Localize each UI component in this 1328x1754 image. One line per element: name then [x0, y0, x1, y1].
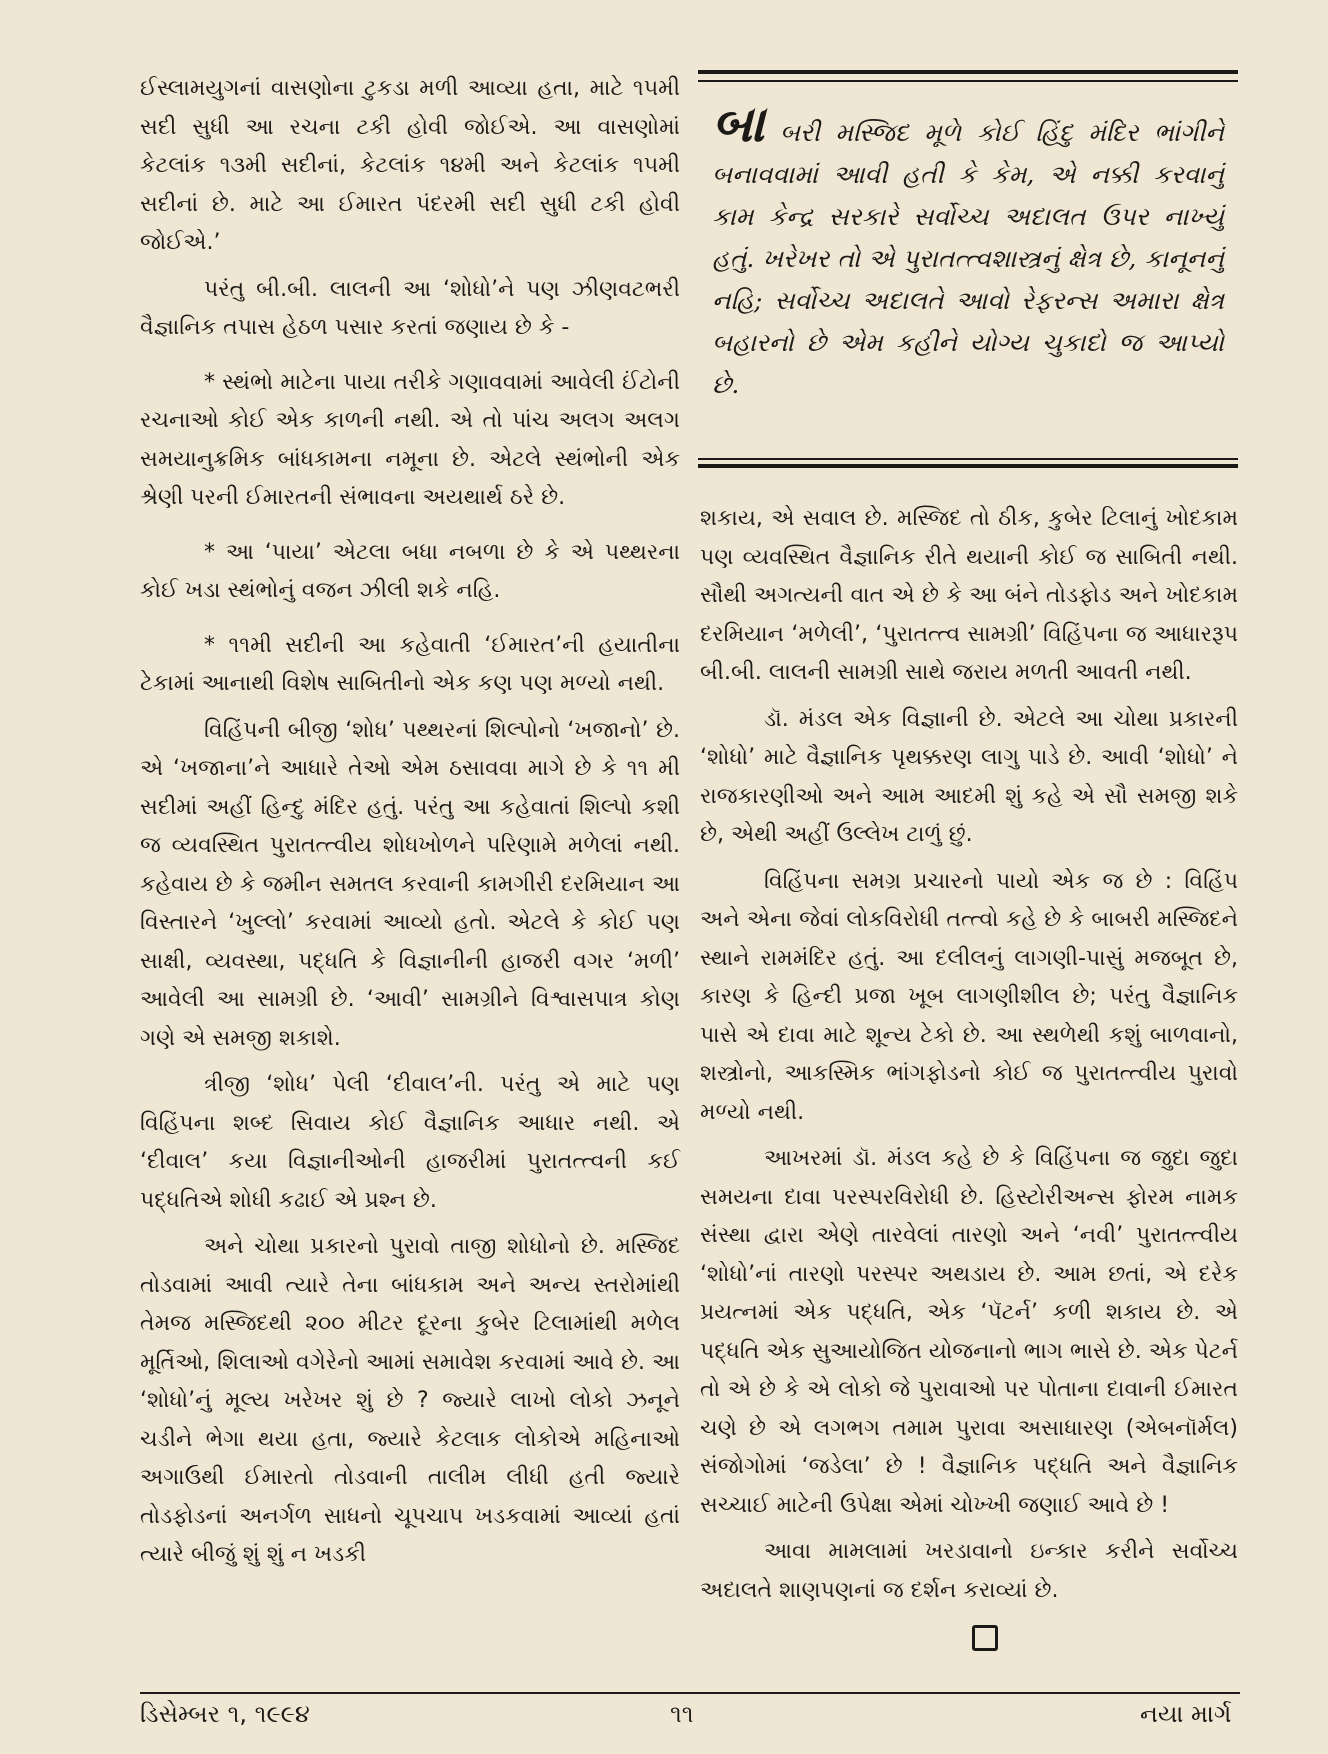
pull-quote-text: બરી મસ્જિદ મૂળે કોઈ હિંદુ મંદિર ભાંગીને બનાવવામાં આવી હતી કે કેમ, એ નક્કી કરવાનું કામ કેન્દ્ર સરકારે સર્વોચ્ચ અદાલત ઉપર નાખ્યું હતું. ખરેખર તો એ પુરાતત્ત્વશાસ્ત્રનું ક્ષેત્ર છે, કાનૂનનું નહિ; સર્વોચ્ચ અદાલતે આવો રેફરન્સ અમારા ક્ષેત્ર બહારનો છે એમ કહીને યોગ્ય ચુકાદો જ આપ્યો છે.: [712, 118, 1224, 399]
bullet-paragraph: * આ ‘પાયા’ એટલા બધા નબળા છે કે એ પથ્થરના કોઈ ખડા સ્થંભોનું વજન ઝીલી શકે નહિ.: [140, 539, 680, 603]
paragraph: ડૉ. મંડલ એક વિજ્ઞાની છે. એટલે આ ચોથા પ્રકારની ‘શોધો’ માટે વૈજ્ઞાનિક પૃથક્કરણ લાગુ પાડે છે. આવી ‘શોધો’ ને રાજકારણીઓ અને આમ આદમી શું કહે એ સૌ સમજી શકે છે, એથી અહીં ઉલ્લેખ ટાળું છું.: [700, 706, 1238, 847]
pull-quote-dropcap: બા: [712, 94, 765, 153]
bullet-paragraph: * સ્થંભો માટેના પાયા તરીકે ગણાવવામાં આવેલી ઈંટોની રચનાઓ કોઈ એક કાળની નથી. એ તો પાંચ અલગ અલગ સમયાનુક્રમિક બાંધકામના નમૂના છે. એટલે સ્થંભોની એક શ્રેણી પરની ઈમારતની સંભાવના અયથાર્થ ઠરે છે.: [140, 369, 680, 510]
paragraph: ત્રીજી ‘શોધ’ પેલી ‘દીવાલ’ની. પરંતુ એ માટે પણ વિહિંપના શબ્દ સિવાય કોઈ વૈજ્ઞાનિક આધાર નથી. એ ‘દીવાલ’ કયા વિજ્ઞાનીઓની હાજરીમાં પુરાતત્ત્વની કઈ પદ્ધતિએ શોધી કઢાઈ એ પ્રશ્ન છે.: [140, 1072, 680, 1213]
magazine-name: નયા માર્ગ: [1140, 1700, 1232, 1728]
paragraph: શકાય, એ સવાલ છે. મસ્જિદ તો ઠીક, કુબેર ટિલાનું ખોદકામ પણ વ્યવસ્થિત વૈજ્ઞાનિક રીતે થયાની કોઈ જ સાબિતી નથી. સૌથી અગત્યની વાત એ છે કે આ બંને તોડફોડ અને ખોદકામ દરમિયાન ‘મળેલી’, ‘પુરાતત્ત્વ સામગ્રી’ વિહિંપના જ આધારરૂપ બી.બી. લાલની સામગ્રી સાથે જરાય મળતી આવતી નથી.: [700, 506, 1238, 685]
right-column: [700, 500, 1238, 1610]
paragraph: અને ચોથા પ્રકારનો પુરાવો તાજી શોધોનો છે. મસ્જિદ તોડવામાં આવી ત્યારે તેના બાંધકામ અને અન્ય સ્તરોમાંથી તેમજ મસ્જિદથી ૨૦૦ મીટર દૂરના કુબેર ટિલામાંથી મળેલ મૂર્તિઓ, શિલાઓ વગેરેનો આમાં સમાવેશ કરવામાં આવે છે. આ ‘શોધો’નું મૂલ્ય ખરેખર શું છે ? જ્યારે લાખો લોકો ઝનૂને ચડીને ભેગા થયા હતા, જ્યારે કેટલાક લોકોએ મહિનાઓ અગાઉથી ઈમારતો તોડવાની તાલીમ લીધી હતી જ્યારે તોડફોડનાં અનર્ગળ સાધનો ચૂપચાપ ખડકવામાં આવ્યાં હતાં ત્યારે બીજું શું શું ન ખડકી: [140, 1234, 680, 1567]
left-column: [140, 70, 680, 1575]
pull-quote: [712, 94, 1224, 406]
bullet-paragraph: * ૧૧મી સદીની આ કહેવાતી ‘ઈમારત’ની હયાતીના ટેકામાં આનાથી વિશેષ સાબિતીનો એક કણ પણ મળ્યો નથી.: [140, 632, 680, 696]
paragraph: વિહિંપના સમગ્ર પ્રચારનો પાયો એક જ છે : વિહિંપ અને એના જેવાં લોકવિરોધી તત્ત્વો કહે છે કે બાબરી મસ્જિદને સ્થાને રામમંદિર હતું. આ દલીલનું લાગણી-પાસું મજબૂત છે, કારણ કે હિન્દી પ્રજા ખૂબ લાગણીશીલ છે; પરંતુ વૈજ્ઞાનિક પાસે એ દાવા માટે શૂન્ય ટેકો છે. આ સ્થળેથી કશું બાળવાનો, શસ્ત્રોનો, આકસ્મિક ભાંગફોડનો કોઈ જ પુરાતત્ત્વીય પુરાવો મળ્યો નથી.: [700, 868, 1238, 1125]
page-number: ૧૧: [670, 1700, 694, 1728]
pull-quote-top-rule: [698, 70, 1238, 74]
footer-rule: [140, 1692, 1240, 1694]
pull-quote-top-rule-thin: [698, 80, 1238, 82]
footer-date: ડિસેમ્બર ૧, ૧૯૯૪: [140, 1700, 310, 1728]
pull-quote-bottom-rule-thin: [698, 458, 1238, 460]
paragraph: આવા મામલામાં ખરડાવાનો ઇન્કાર કરીને સર્વોચ્ચ અદાલતે શાણપણનાં જ દર્શન કરાવ્યાં છે.: [700, 1539, 1238, 1603]
paragraph: ઈસ્લામયુગનાં વાસણોના ટુકડા મળી આવ્યા હતા, માટે ૧૫મી સદી સુધી આ રચના ટકી હોવી જોઈએ. આ વાસણોમાં કેટલાંક ૧૩મી સદીનાં, કેટલાંક ૧૪મી અને કેટલાંક ૧૫મી સદીનાં છે. માટે આ ઈમારત પંદરમી સદી સુધી ટકી હોવી જોઈએ.’: [140, 76, 680, 255]
paragraph: વિહિંપની બીજી ‘શોધ’ પથ્થરનાં શિલ્પોનો ‘ખજાનો’ છે. એ ‘ખજાના’ને આધારે તેઓ એમ ઠસાવવા માગે છે કે ૧૧ મી સદીમાં અહીં હિન્દુ મંદિર હતું. પરંતુ આ કહેવાતાં શિલ્પો કશી જ વ્યવસ્થિત પુરાતત્ત્વીય શોધખોળને પરિણામે મળેલાં નથી. કહેવાય છે કે જમીન સમતલ કરવાની કામગીરી દરમિયાન આ વિસ્તારને ‘ખુલ્લો’ કરવામાં આવ્યો હતો. એટલે કે કોઈ પણ સાક્ષી, વ્યવસ્થા, પદ્ધતિ કે વિજ્ઞાનીની હાજરી વગર ‘મળી’ આવેલી આ સામગ્રી છે. ‘આવી’ સામગ્રીને વિશ્વાસપાત્ર કોણ ગણે એ સમજી શકાશે.: [140, 717, 680, 1051]
end-mark-icon: [972, 1625, 998, 1651]
pull-quote-bottom-rule: [698, 464, 1238, 468]
paragraph: પરંતુ બી.બી. લાલની આ ‘શોધો’ને પણ ઝીણવટભરી વૈજ્ઞાનિક તપાસ હેઠળ પસાર કરતાં જણાય છે કે -: [140, 276, 680, 340]
paragraph: આખરમાં ડૉ. મંડલ કહે છે કે વિહિંપના જ જુદા જુદા સમયના દાવા પરસ્પરવિરોધી છે. હિસ્ટોરીઅન્સ ફોરમ નામક સંસ્થા દ્વારા એણે તારવેલાં તારણો અને ‘નવી’ પુરાતત્ત્વીય ‘શોધો’નાં તારણો પરસ્પર અથડાય છે. આમ છતાં, એ દરેક પ્રયત્નમાં એક પદ્ધતિ, એક ‘પૅટર્ન’ કળી શકાય છે. એ પદ્ધતિ એક સુઆયોજિત યોજનાનો ભાગ ભાસે છે. એક પેટર્ન તો એ છે કે એ લોકો જે પુરાવાઓ પર પોતાના દાવાની ઈમારત ચણે છે એ લગભગ તમામ પુરાવા અસાધારણ (એબનૉર્મલ) સંજોગોમાં ‘જડેલા’ છે ! વૈજ્ઞાનિક પદ્ધતિ અને વૈજ્ઞાનિક સચ્ચાઈ માટેની ઉપેક્ષા એમાં ચોખ્ખી જણાઈ આવે છે !: [700, 1146, 1238, 1518]
